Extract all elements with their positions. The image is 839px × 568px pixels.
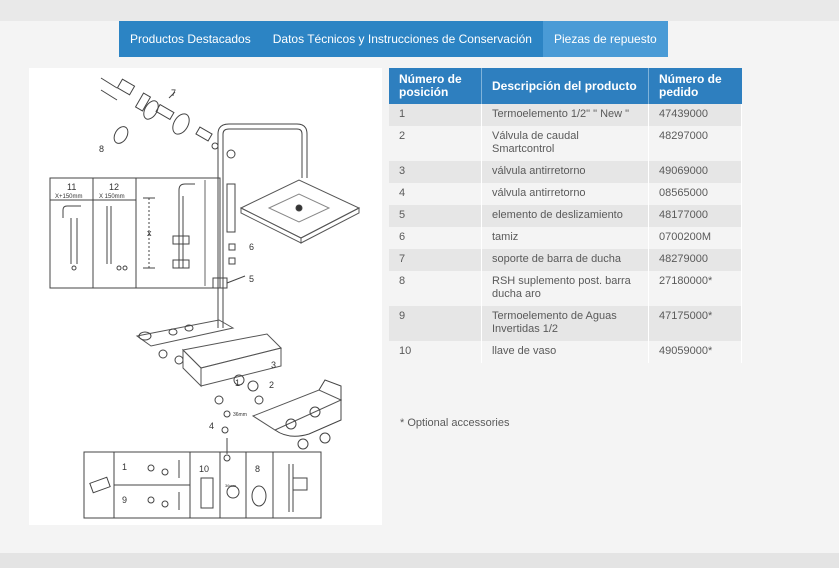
- rain-shower-head: [241, 180, 359, 243]
- inset-size: 36mm: [225, 483, 237, 488]
- shower-arm: [218, 124, 307, 178]
- callout-1: 1: [235, 378, 241, 388]
- cell-position: 2: [389, 126, 482, 161]
- inset-callout-1: 1: [122, 462, 128, 472]
- table-row: [389, 161, 742, 183]
- cell-description: tamiz: [482, 227, 649, 249]
- diagram-drawing: [29, 68, 382, 525]
- callout-8: 8: [99, 144, 105, 154]
- inset-callout-9: 9: [122, 495, 128, 505]
- cell-description: válvula antirretorno: [482, 161, 649, 183]
- cell-position: 6: [389, 227, 482, 249]
- cell-order: 47175000*: [649, 306, 742, 341]
- cell-description: RSH suplemento post. barra ducha aro: [482, 271, 649, 306]
- dim-36mm: 36mm: [233, 412, 247, 418]
- cell-order: 08565000: [649, 183, 742, 205]
- table-row: [389, 341, 742, 363]
- tab-datos-tecnicos[interactable]: Datos Técnicos y Instrucciones de Conservación: [272, 32, 532, 46]
- cell-position: 4: [389, 183, 482, 205]
- callout-4: 4: [209, 421, 215, 431]
- table-row: [389, 249, 742, 271]
- cell-description: Termoelemento de Aguas Invertidas 1/2: [482, 306, 649, 341]
- cell-position: 8: [389, 271, 482, 306]
- header-position: Número de posición: [389, 68, 482, 104]
- exploded-parts-diagram: [29, 68, 382, 525]
- cell-position: 5: [389, 205, 482, 227]
- bottom-band: [0, 553, 839, 568]
- cell-position: 3: [389, 161, 482, 183]
- cell-description: Termoelemento 1/2" " New ": [482, 104, 649, 126]
- cell-order: 48177000: [649, 205, 742, 227]
- table-row: [389, 306, 742, 341]
- cell-description: elemento de deslizamiento: [482, 205, 649, 227]
- tab-bar: [119, 21, 668, 57]
- cell-position: 10: [389, 341, 482, 363]
- tab-productos-destacados[interactable]: Productos Destacados: [130, 32, 251, 46]
- callout-5: 5: [249, 274, 255, 284]
- cell-description: válvula antirretorno: [482, 183, 649, 205]
- callout-2: 2: [269, 380, 275, 390]
- cell-position: 1: [389, 104, 482, 126]
- table-row: [389, 104, 742, 126]
- table-row: [389, 126, 742, 161]
- cell-order: 49069000: [649, 161, 742, 183]
- cell-description: llave de vaso: [482, 341, 649, 363]
- callout-7: 7: [171, 88, 177, 98]
- cell-description: Válvula de caudal Smartcontrol: [482, 126, 649, 161]
- callout-3: 3: [271, 360, 277, 370]
- inset-callout-10: 10: [199, 464, 210, 474]
- cell-order: 47439000: [649, 104, 742, 126]
- inset-11-label: 11: [67, 182, 77, 192]
- table-header-row: [389, 68, 742, 104]
- footnote-optional-accessories: * Optional accessories: [400, 417, 510, 429]
- table-row: [389, 205, 742, 227]
- cell-position: 7: [389, 249, 482, 271]
- tub-spout: [253, 380, 341, 449]
- cell-order: 48297000: [649, 126, 742, 161]
- callout-6: 6: [249, 242, 255, 252]
- cell-order: 48279000: [649, 249, 742, 271]
- cell-position: 9: [389, 306, 482, 341]
- cell-order: 49059000*: [649, 341, 742, 363]
- table-row: [389, 227, 742, 249]
- table-row: [389, 271, 742, 306]
- top-band: [0, 0, 839, 21]
- thermostat-unit: [137, 320, 281, 461]
- table-row: [389, 183, 742, 205]
- tab-piezas-de-repuesto[interactable]: Piezas de repuesto: [543, 21, 668, 57]
- cell-description: soporte de barra de ducha: [482, 249, 649, 271]
- inset-12-size: X 150mm: [99, 194, 125, 200]
- cell-order: 0700200M: [649, 227, 742, 249]
- wall-bracket-parts: [101, 78, 235, 158]
- inset-12-label: 12: [109, 182, 120, 192]
- inset-callout-8: 8: [255, 464, 261, 474]
- inset-accessories: [84, 452, 321, 518]
- header-description: Descripción del producto: [482, 68, 649, 104]
- header-order-number: Número de pedido: [649, 68, 742, 104]
- inset-11-size: X+150mm: [55, 194, 83, 200]
- spare-parts-table: [389, 68, 742, 363]
- cell-order: 27180000*: [649, 271, 742, 306]
- inset-dim-x: x: [147, 228, 152, 238]
